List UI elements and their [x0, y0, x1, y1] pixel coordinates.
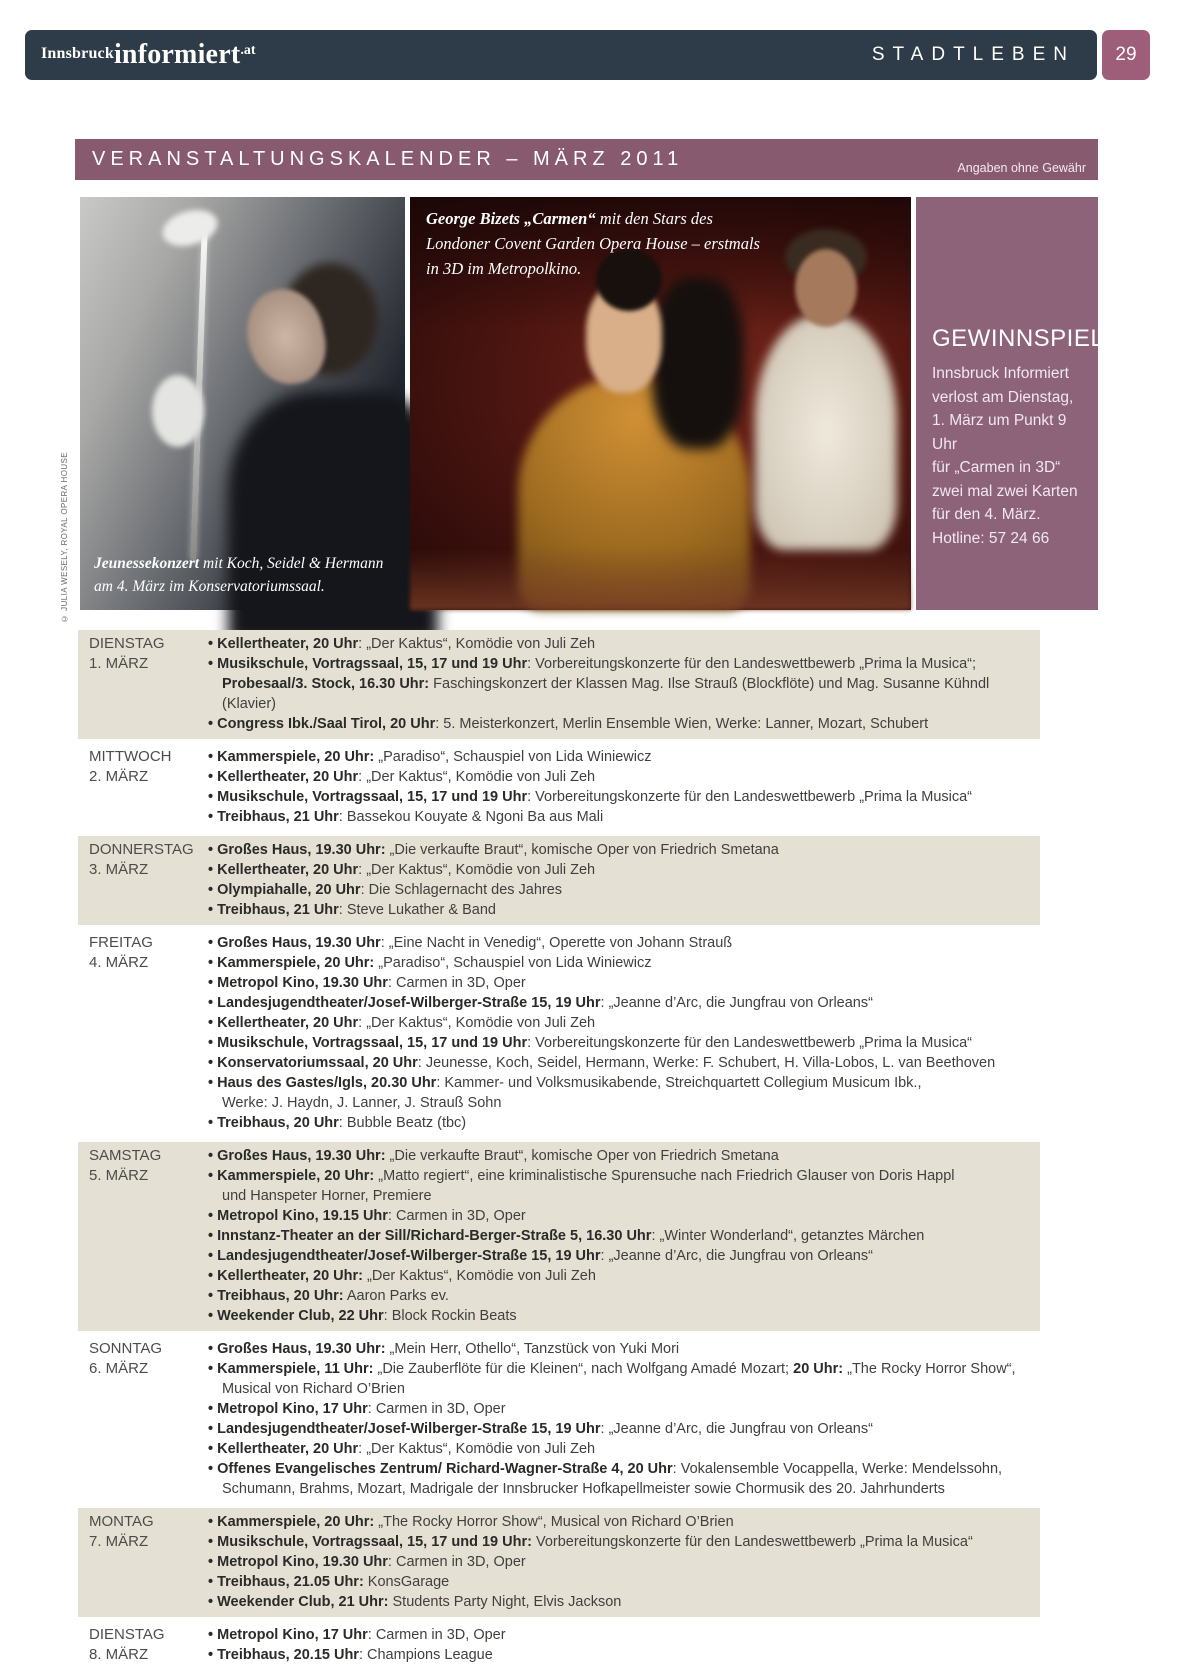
event-item: • Kammerspiele, 20 Uhr: „Matto regiert“, eine kriminalistische Spurensuche nach Friedrich Glauser von Doris Happl und Hanspeter Horner, Premiere	[208, 1168, 955, 1204]
bullet-icon: •	[208, 1168, 218, 1184]
gewinnspiel-title: GEWINNSPIEL	[932, 325, 1105, 352]
events-list	[208, 1512, 1040, 1612]
bullet-icon: •	[208, 1268, 218, 1284]
event-item: • Innstanz-Theater an der Sill/Richard-Berger-Straße 5, 16.30 Uhr: „Winter Wonderland“, getanztes Märchen	[208, 1228, 925, 1244]
event-item: • Treibhaus, 20.15 Uhr: Champions League	[208, 1647, 493, 1663]
event-item: • Musikschule, Vortragssaal, 15, 17 und 19 Uhr: Vorbereitungskonzerte für den Landeswettbewerb „Prima la Musica“	[208, 1035, 973, 1051]
bullet-icon: •	[208, 1115, 218, 1131]
bullet-icon: •	[208, 955, 218, 971]
calendar-row	[78, 1508, 1040, 1617]
event-item: • Landesjugendtheater/Josef-Wilberger-Straße 15, 19 Uhr: „Jeanne d’Arc, die Jungfrau von Orleans“	[208, 995, 873, 1011]
event-item: • Musikschule, Vortragssaal, 15, 17 und 19 Uhr: Vorbereitungskonzerte für den Landeswettbewerb „Prima la Musica“	[208, 1534, 973, 1550]
bullet-icon: •	[208, 1574, 218, 1590]
event-item: • Congress Ibk./Saal Tirol, 20 Uhr: 5. Meisterkonzert, Merlin Ensemble Wien, Werke: Lanner, Mozart, Schubert	[208, 716, 929, 732]
bullet-icon: •	[208, 1075, 218, 1091]
bullet-icon: •	[208, 789, 218, 805]
day-date: 8. MÄRZ	[89, 1646, 149, 1663]
bullet-icon: •	[208, 1055, 218, 1071]
gewinnspiel-lines	[932, 362, 1084, 550]
calendar-title-bar	[75, 139, 1098, 180]
event-item: • Landesjugendtheater/Josef-Wilberger-Straße 15, 19 Uhr: „Jeanne d’Arc, die Jungfrau von Orleans“	[208, 1248, 873, 1264]
page-number: 29	[1115, 44, 1137, 65]
events-list	[208, 933, 1040, 1133]
event-item: • Kammerspiele, 20 Uhr: „Paradiso“, Schauspiel von Lida Winiewicz	[208, 955, 652, 971]
bullet-icon: •	[208, 1514, 218, 1530]
page-number-badge	[1102, 30, 1150, 80]
bullet-icon: •	[208, 1647, 218, 1663]
bullet-icon: •	[208, 975, 218, 991]
brand-main: informiert	[113, 39, 241, 70]
event-item: • Großes Haus, 19.30 Uhr: „Mein Herr, Othello“, Tanzstück von Yuki Mori	[208, 1341, 680, 1357]
bullet-icon: •	[208, 882, 218, 898]
bullet-icon: •	[208, 1421, 218, 1437]
bullet-icon: •	[208, 809, 218, 825]
calendar-rows	[78, 630, 1040, 1674]
event-item: • Treibhaus, 20 Uhr: Bubble Beatz (tbc)	[208, 1115, 467, 1131]
photo-carmen-opera	[410, 197, 911, 610]
gewinnspiel-line: Innsbruck Informiert	[932, 365, 1069, 382]
events-list	[208, 634, 1040, 734]
event-item: • Kammerspiele, 20 Uhr: „Paradiso“, Schauspiel von Lida Winiewicz	[208, 749, 652, 765]
events-list	[208, 1146, 1040, 1326]
day-date: 7. MÄRZ	[89, 1533, 149, 1550]
disclaimer-note: Angaben ohne Gewähr	[957, 161, 1086, 175]
event-item: • Kellertheater, 20 Uhr: „Der Kaktus“, Komödie von Juli Zeh	[208, 1268, 596, 1284]
bullet-icon: •	[208, 1308, 218, 1324]
bullet-icon: •	[208, 935, 218, 951]
calendar-row	[78, 743, 1040, 832]
event-item: • Weekender Club, 21 Uhr: Students Party Night, Elvis Jackson	[208, 1594, 622, 1610]
event-item: • Offenes Evangelisches Zentrum/ Richard-Wagner-Straße 4, 20 Uhr: Vokalensemble Vocappella, Werke: Mendelssohn, Schumann, Brahms, Mozart, Madrigale der Innsbrucker Hofkapellmeister sowie Chormusik des 20. Jahrhunderts	[208, 1461, 1003, 1497]
glove-shape	[158, 202, 222, 253]
brand-suffix: .at	[240, 43, 256, 58]
day-name: DONNERSTAG	[89, 841, 194, 858]
bullet-icon: •	[208, 1401, 218, 1417]
calendar-row	[78, 1621, 1040, 1670]
header-bar	[25, 30, 1097, 80]
events-list	[208, 1339, 1040, 1499]
events-list	[208, 840, 1040, 920]
event-item: • Treibhaus, 21.05 Uhr: KonsGarage	[208, 1574, 450, 1590]
day-name: SONNTAG	[89, 1340, 163, 1357]
event-item: • Großes Haus, 19.30 Uhr: „Eine Nacht in Venedig“, Operette von Johann Strauß	[208, 935, 733, 951]
gewinnspiel-line: zwei mal zwei Karten	[932, 482, 1078, 500]
bullet-icon: •	[208, 1441, 218, 1457]
event-item: • Kellertheater, 20 Uhr: „Der Kaktus“, Komödie von Juli Zeh	[208, 769, 596, 785]
event-item: • Kammerspiele, 11 Uhr: „Die Zauberflöte für die Kleinen“, nach Wolfgang Amadé Mozart; 20 Uhr: „The Rocky Horror Show“, Musical von Richard O’Brien	[208, 1361, 1016, 1397]
day-name: DIENSTAG	[89, 1626, 165, 1643]
bullet-icon: •	[208, 995, 218, 1011]
bullet-icon: •	[208, 1248, 218, 1264]
event-item: • Metropol Kino, 19.30 Uhr: Carmen in 3D, Oper	[208, 1554, 526, 1570]
gewinnspiel-line: verlost am Dienstag,	[932, 388, 1074, 406]
event-item: • Kellertheater, 20 Uhr: „Der Kaktus“, Komödie von Juli Zeh	[208, 636, 596, 652]
day-date: 6. MÄRZ	[89, 1360, 149, 1377]
day-date: 4. MÄRZ	[89, 954, 149, 971]
event-item: • Weekender Club, 22 Uhr: Block Rockin Beats	[208, 1308, 517, 1324]
events-list	[208, 747, 1040, 827]
event-item: • Olympiahalle, 20 Uhr: Die Schlagernacht des Jahres	[208, 882, 563, 898]
calendar-row	[78, 630, 1040, 739]
calendar-row	[78, 1335, 1040, 1504]
event-item: • Treibhaus, 21 Uhr: Bassekou Kouyate & Ngoni Ba aus Mali	[208, 809, 604, 825]
bullet-icon: •	[208, 769, 218, 785]
day-date: 5. MÄRZ	[89, 1167, 149, 1184]
photo-credit: © JULIA WESELY, ROYAL OPERA HOUSE	[60, 452, 69, 623]
event-item: • Treibhaus, 20 Uhr: Aaron Parks ev.	[208, 1288, 449, 1304]
shawl-shape	[652, 277, 744, 449]
day-label	[78, 1146, 208, 1326]
event-item: • Treibhaus, 21 Uhr: Steve Lukather & Band	[208, 902, 496, 918]
day-name: SAMSTAG	[89, 1147, 162, 1164]
photo-caption-left	[94, 553, 389, 598]
calendar-row	[78, 836, 1040, 925]
event-item: • Musikschule, Vortragssaal, 15, 17 und 19 Uhr: Vorbereitungskonzerte für den Landeswettbewerb „Prima la Musica“	[208, 789, 973, 805]
day-name: FREITAG	[89, 934, 153, 951]
bullet-icon: •	[208, 716, 218, 732]
day-date: 2. MÄRZ	[89, 768, 149, 785]
day-label	[78, 933, 208, 1133]
event-item: • Kellertheater, 20 Uhr: „Der Kaktus“, Komödie von Juli Zeh	[208, 1441, 596, 1457]
day-date: 3. MÄRZ	[89, 861, 149, 878]
bullet-icon: •	[208, 1341, 218, 1357]
event-item: • Metropol Kino, 19.15 Uhr: Carmen in 3D, Oper	[208, 1208, 526, 1224]
day-label	[78, 840, 208, 920]
day-label	[78, 1512, 208, 1612]
bullet-icon: •	[208, 1015, 218, 1031]
event-item: • Metropol Kino, 19.30 Uhr: Carmen in 3D, Oper	[208, 975, 526, 991]
bullet-icon: •	[208, 1228, 218, 1244]
event-item: • Großes Haus, 19.30 Uhr: „Die verkaufte Braut“, komische Oper von Friedrich Smetana	[208, 842, 779, 858]
caption-bold: Jeunessekonzert	[94, 555, 200, 573]
bullet-icon: •	[208, 1361, 218, 1377]
brand-prefix: Innsbruck	[41, 45, 114, 62]
gewinnspiel-line: Hotline: 57 24 66	[932, 529, 1050, 547]
event-item: • Kellertheater, 20 Uhr: „Der Kaktus“, Komödie von Juli Zeh	[208, 1015, 596, 1031]
calendar-row	[78, 1142, 1040, 1331]
figure-body-shape	[228, 392, 438, 642]
event-item: • Kammerspiele, 20 Uhr: „The Rocky Horror Show“, Musical von Richard O’Brien	[208, 1514, 734, 1530]
bullet-icon: •	[208, 1035, 218, 1051]
gewinnspiel-panel	[916, 197, 1105, 610]
event-item: • Kellertheater, 20 Uhr: „Der Kaktus“, Komödie von Juli Zeh	[208, 862, 596, 878]
photo-jeunesse-concert	[80, 197, 405, 610]
event-item: • Haus des Gastes/Igls, 20.30 Uhr: Kammer- und Volksmusikabende, Streichquartett Collegium Musicum Ibk., Werke: J. Haydn, J. Lanner, J. Strauß Sohn	[208, 1075, 922, 1111]
bullet-icon: •	[208, 1461, 218, 1477]
floor-shape	[410, 548, 911, 610]
photo-caption-center	[426, 207, 774, 281]
photo-strip	[80, 197, 1105, 610]
calendar-row	[78, 929, 1040, 1138]
bullet-icon: •	[208, 1534, 218, 1550]
bullet-icon: •	[208, 1288, 218, 1304]
bullet-icon: •	[208, 656, 218, 672]
bullet-icon: •	[208, 862, 218, 878]
gewinnspiel-line: für „Carmen in 3D“	[932, 459, 1061, 477]
figure-head-shape	[795, 249, 857, 327]
bullet-icon: •	[208, 1208, 218, 1224]
section-label: STADTLEBEN	[871, 44, 1075, 65]
gewinnspiel-line: 1. März um Punkt 9 Uhr	[932, 412, 1067, 453]
caption-bold: George Bizets „Carmen“	[426, 209, 596, 228]
gewinnspiel-line: für den 4. März.	[932, 506, 1041, 524]
day-label	[78, 747, 208, 827]
caption-rest: mit den Stars des Londoner Covent Garden Opera House – erstmals in 3D im Metropolkino.	[426, 209, 760, 278]
page-title: VERANSTALTUNGSKALENDER – MÄRZ 2011	[92, 148, 684, 170]
day-label	[78, 634, 208, 734]
caption-rest: mit Koch, Seidel & Hermann am 4. März im Konservatoriumssaal.	[94, 555, 384, 595]
brand-logo	[41, 39, 256, 71]
day-name: DIENSTAG	[89, 635, 165, 652]
glove-shape	[152, 375, 204, 447]
bullet-icon: •	[208, 636, 218, 652]
event-item: • Konservatoriumssaal, 20 Uhr: Jeunesse, Koch, Seidel, Hermann, Werke: F. Schubert, H. Villa-Lobos, L. van Beethoven	[208, 1055, 996, 1071]
event-item: • Landesjugendtheater/Josef-Wilberger-Straße 15, 19 Uhr: „Jeanne d’Arc, die Jungfrau von Orleans“	[208, 1421, 873, 1437]
event-item: • Musikschule, Vortragssaal, 15, 17 und 19 Uhr: Vorbereitungskonzerte für den Landeswettbewerb „Prima la Musica“; Probesaal/3. Stock, 16.30 Uhr: Faschingskonzert der Klassen Mag. Ilse Strauß (Blockflöte) und Mag. Susanne Kühndl (Klavier)	[208, 656, 990, 712]
shirt-shape	[755, 315, 897, 550]
bullet-icon: •	[208, 749, 218, 765]
event-item: • Metropol Kino, 17 Uhr: Carmen in 3D, Oper	[208, 1401, 506, 1417]
bullet-icon: •	[208, 1554, 218, 1570]
bullet-icon: •	[208, 1627, 218, 1643]
bullet-icon: •	[208, 1148, 218, 1164]
events-list	[208, 1625, 1040, 1665]
day-label	[78, 1625, 208, 1665]
day-name: MITTWOCH	[89, 748, 172, 765]
event-item: • Metropol Kino, 17 Uhr: Carmen in 3D, Oper	[208, 1627, 506, 1643]
bullet-icon: •	[208, 902, 218, 918]
bullet-icon: •	[208, 1594, 218, 1610]
day-label	[78, 1339, 208, 1499]
bullet-icon: •	[208, 842, 218, 858]
event-item: • Großes Haus, 19.30 Uhr: „Die verkaufte Braut“, komische Oper von Friedrich Smetana	[208, 1148, 779, 1164]
day-date: 1. MÄRZ	[89, 655, 149, 672]
day-name: MONTAG	[89, 1513, 154, 1530]
